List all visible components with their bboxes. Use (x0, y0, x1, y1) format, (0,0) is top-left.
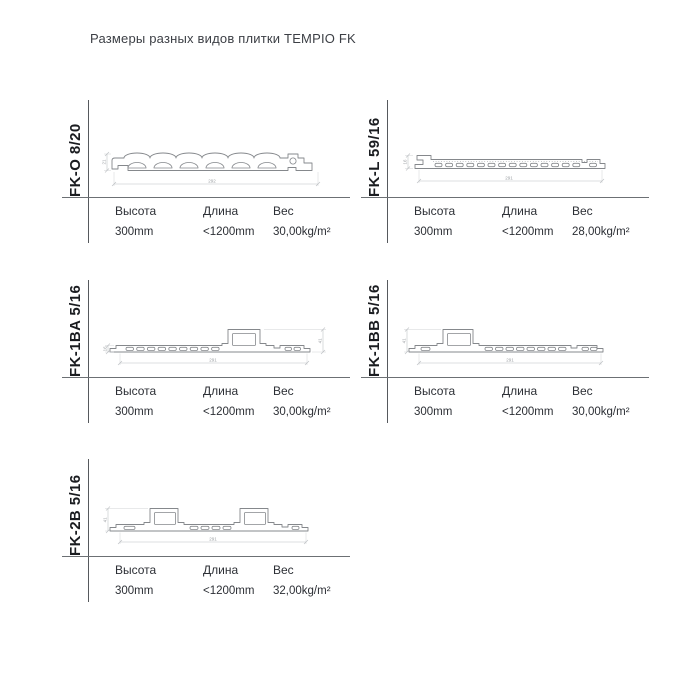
col-header-height: Высота (115, 204, 157, 218)
col-header-height: Высота (115, 384, 157, 398)
col-header-length: Длина (203, 563, 239, 577)
page-title: Размеры разных видов плитки TEMPIO FK (90, 31, 356, 46)
col-header-length: Длина (502, 204, 538, 218)
section-label: FK-2B 5/16 (67, 474, 84, 556)
svg-text:16: 16 (102, 346, 108, 352)
svg-text:41: 41 (401, 338, 407, 344)
col-header-height: Высота (414, 384, 456, 398)
tile-profile-drawing (401, 314, 631, 374)
col-header-weight: Вес (273, 563, 294, 577)
value-length: <1200mm (203, 226, 255, 238)
section-label: FK-O 8/20 (67, 123, 84, 197)
table-top-rule (62, 377, 350, 378)
svg-text:41: 41 (102, 517, 108, 523)
value-weight: 28,00kg/m² (572, 226, 630, 238)
tile-profile-drawing (102, 314, 332, 374)
value-length: <1200mm (502, 406, 554, 418)
section-divider-vertical (387, 280, 388, 423)
dimension-left (403, 154, 413, 171)
value-height: 300mm (115, 406, 154, 418)
table-top-rule (62, 197, 350, 198)
col-header-length: Длина (203, 204, 239, 218)
col-header-length: Длина (203, 384, 239, 398)
tile-profile-drawing (401, 134, 631, 194)
table-top-rule (62, 556, 350, 557)
col-header-length: Длина (502, 384, 538, 398)
col-header-height: Высота (115, 563, 157, 577)
section-divider-vertical (88, 280, 89, 423)
section-fk-1bb-5-16 (361, 278, 649, 428)
section-fk-l-59-16 (361, 98, 649, 248)
svg-text:21: 21 (102, 159, 107, 165)
dimension-left (102, 152, 111, 173)
col-header-height: Высота (414, 204, 456, 218)
section-fk-o-8-20 (62, 98, 350, 248)
table-top-rule (361, 197, 649, 198)
table-top-rule (361, 377, 649, 378)
value-weight: 30,00kg/m² (572, 406, 630, 418)
section-fk-1ba-5-16 (62, 278, 350, 428)
tile-profile-drawing (102, 493, 332, 553)
spec-table (414, 384, 662, 418)
svg-text:291: 291 (506, 357, 514, 363)
value-weight: 30,00kg/m² (273, 406, 331, 418)
value-length: <1200mm (502, 226, 554, 238)
dimension-bottom (417, 354, 603, 366)
svg-text:291: 291 (505, 175, 513, 181)
svg-text:16: 16 (402, 159, 408, 165)
svg-text:291: 291 (209, 536, 217, 542)
value-weight: 30,00kg/m² (273, 226, 331, 238)
svg-text:291: 291 (209, 357, 217, 363)
spec-table (115, 563, 363, 597)
dimension-bottom (417, 170, 604, 183)
col-header-weight: Вес (273, 384, 294, 398)
spec-table (414, 204, 662, 238)
col-header-weight: Вес (572, 204, 593, 218)
value-height: 300mm (414, 406, 453, 418)
spec-table (115, 204, 363, 238)
value-height: 300mm (414, 226, 453, 238)
section-divider-vertical (88, 100, 89, 243)
spec-table (115, 384, 363, 418)
col-header-weight: Вес (572, 384, 593, 398)
dimension-bottom (118, 533, 308, 545)
section-label: FK-L 59/16 (366, 117, 383, 197)
value-height: 300mm (115, 585, 154, 597)
section-label: FK-1BA 5/16 (67, 284, 84, 377)
section-divider-vertical (387, 100, 388, 243)
dimension-bottom (112, 172, 320, 186)
value-length: <1200mm (203, 406, 255, 418)
dimension-bottom (118, 354, 309, 366)
svg-text:41: 41 (317, 338, 323, 344)
section-fk-2b-5-16 (62, 457, 350, 607)
value-weight: 32,00kg/m² (273, 585, 331, 597)
value-length: <1200mm (203, 585, 255, 597)
value-height: 300mm (115, 226, 154, 238)
svg-text:292: 292 (208, 178, 216, 184)
tile-profile-drawing (102, 134, 332, 194)
col-header-weight: Вес (273, 204, 294, 218)
section-divider-vertical (88, 459, 89, 602)
section-label: FK-1BB 5/16 (366, 284, 383, 377)
